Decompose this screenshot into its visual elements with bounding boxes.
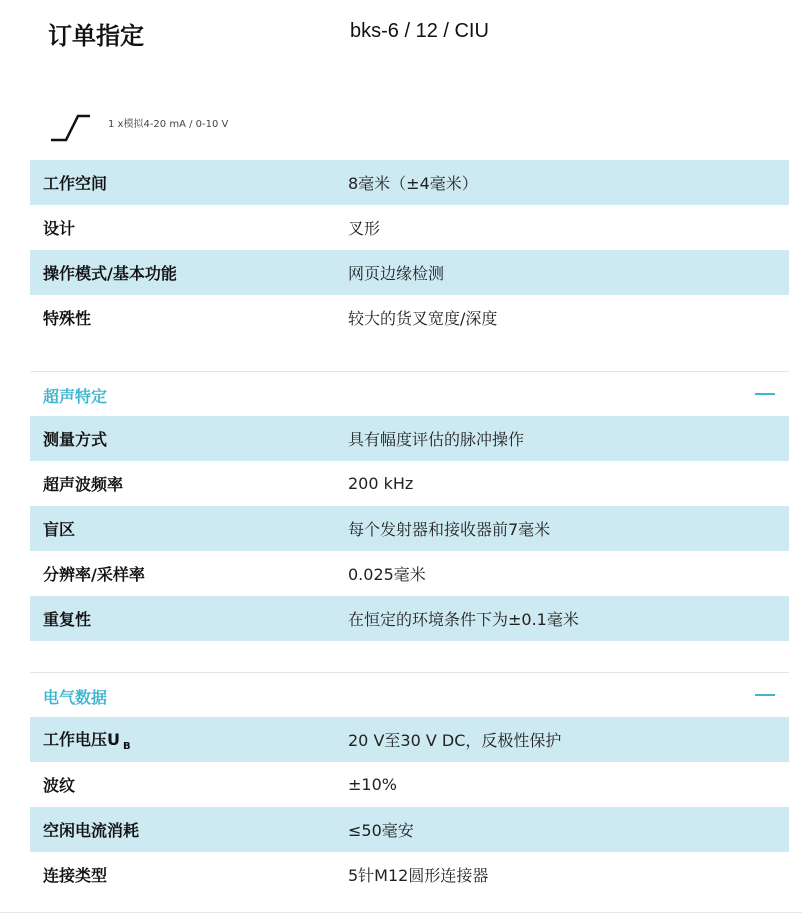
table-row bbox=[30, 717, 789, 762]
ultrasonic-table bbox=[30, 416, 789, 641]
table-row bbox=[30, 596, 789, 641]
row-key: 测量方式 bbox=[43, 430, 108, 449]
table-row bbox=[30, 762, 789, 807]
row-key: 重复性 bbox=[43, 610, 92, 629]
row-value: ±10% bbox=[348, 775, 397, 794]
row-key: 分辨率/采样率 bbox=[43, 565, 145, 584]
table-row bbox=[30, 416, 789, 461]
row-value: 网页边缘检测 bbox=[348, 264, 445, 283]
row-value: 较大的货叉宽度/深度 bbox=[348, 309, 498, 328]
table-row bbox=[30, 205, 789, 250]
collapse-icon[interactable] bbox=[755, 694, 775, 696]
table-row bbox=[30, 295, 789, 340]
row-value: ≤50毫安 bbox=[348, 821, 414, 840]
product-code: bks-6 / 12 / CIU bbox=[350, 20, 489, 42]
row-value: 在恒定的环境条件下为±0.1毫米 bbox=[348, 610, 579, 629]
section-ultrasonic-header[interactable] bbox=[30, 371, 789, 417]
row-value: 叉形 bbox=[348, 219, 381, 238]
collapse-icon[interactable] bbox=[755, 393, 775, 395]
table-row bbox=[30, 160, 789, 205]
analog-output-text: 1 x模拟4-20 mA / 0-10 V bbox=[108, 119, 229, 130]
table-row bbox=[30, 807, 789, 852]
row-value: 8毫米（±4毫米） bbox=[348, 174, 478, 193]
analog-output bbox=[48, 110, 448, 144]
header bbox=[0, 0, 802, 70]
row-value: 具有幅度评估的脉冲操作 bbox=[348, 430, 525, 449]
row-key: 特殊性 bbox=[43, 309, 92, 328]
row-key-subscript: B bbox=[123, 741, 131, 752]
row-key: 操作模式/基本功能 bbox=[43, 264, 177, 283]
row-value: 200 kHz bbox=[348, 474, 414, 493]
order-label: 订单指定 bbox=[48, 22, 144, 50]
row-value: 0.025毫米 bbox=[348, 565, 426, 584]
section-electrical-header[interactable] bbox=[30, 672, 789, 718]
row-value: 20 V至30 V DC，反极性保护 bbox=[348, 731, 562, 750]
row-value: 5针M12圆形连接器 bbox=[348, 866, 489, 885]
row-key: 超声波频率 bbox=[43, 475, 124, 494]
row-key bbox=[43, 727, 131, 752]
section-title: 超声特定 bbox=[43, 387, 108, 406]
row-key: 连接类型 bbox=[43, 866, 108, 885]
row-key-text: 工作电压U bbox=[43, 730, 120, 749]
table-row bbox=[30, 250, 789, 295]
table-row bbox=[30, 461, 789, 506]
row-key: 空闲电流消耗 bbox=[43, 821, 140, 840]
table-row bbox=[30, 852, 789, 897]
row-key: 工作空间 bbox=[43, 174, 108, 193]
row-key: 波纹 bbox=[43, 776, 76, 795]
electrical-table bbox=[30, 717, 789, 897]
table-row bbox=[30, 551, 789, 596]
row-value: 每个发射器和接收器前7毫米 bbox=[348, 520, 551, 539]
table-row bbox=[30, 506, 789, 551]
general-table bbox=[30, 160, 789, 340]
analog-step-icon bbox=[48, 110, 92, 144]
section-title: 电气数据 bbox=[43, 688, 108, 707]
row-key: 盲区 bbox=[43, 520, 76, 539]
divider bbox=[0, 912, 802, 913]
row-key: 设计 bbox=[43, 219, 76, 238]
